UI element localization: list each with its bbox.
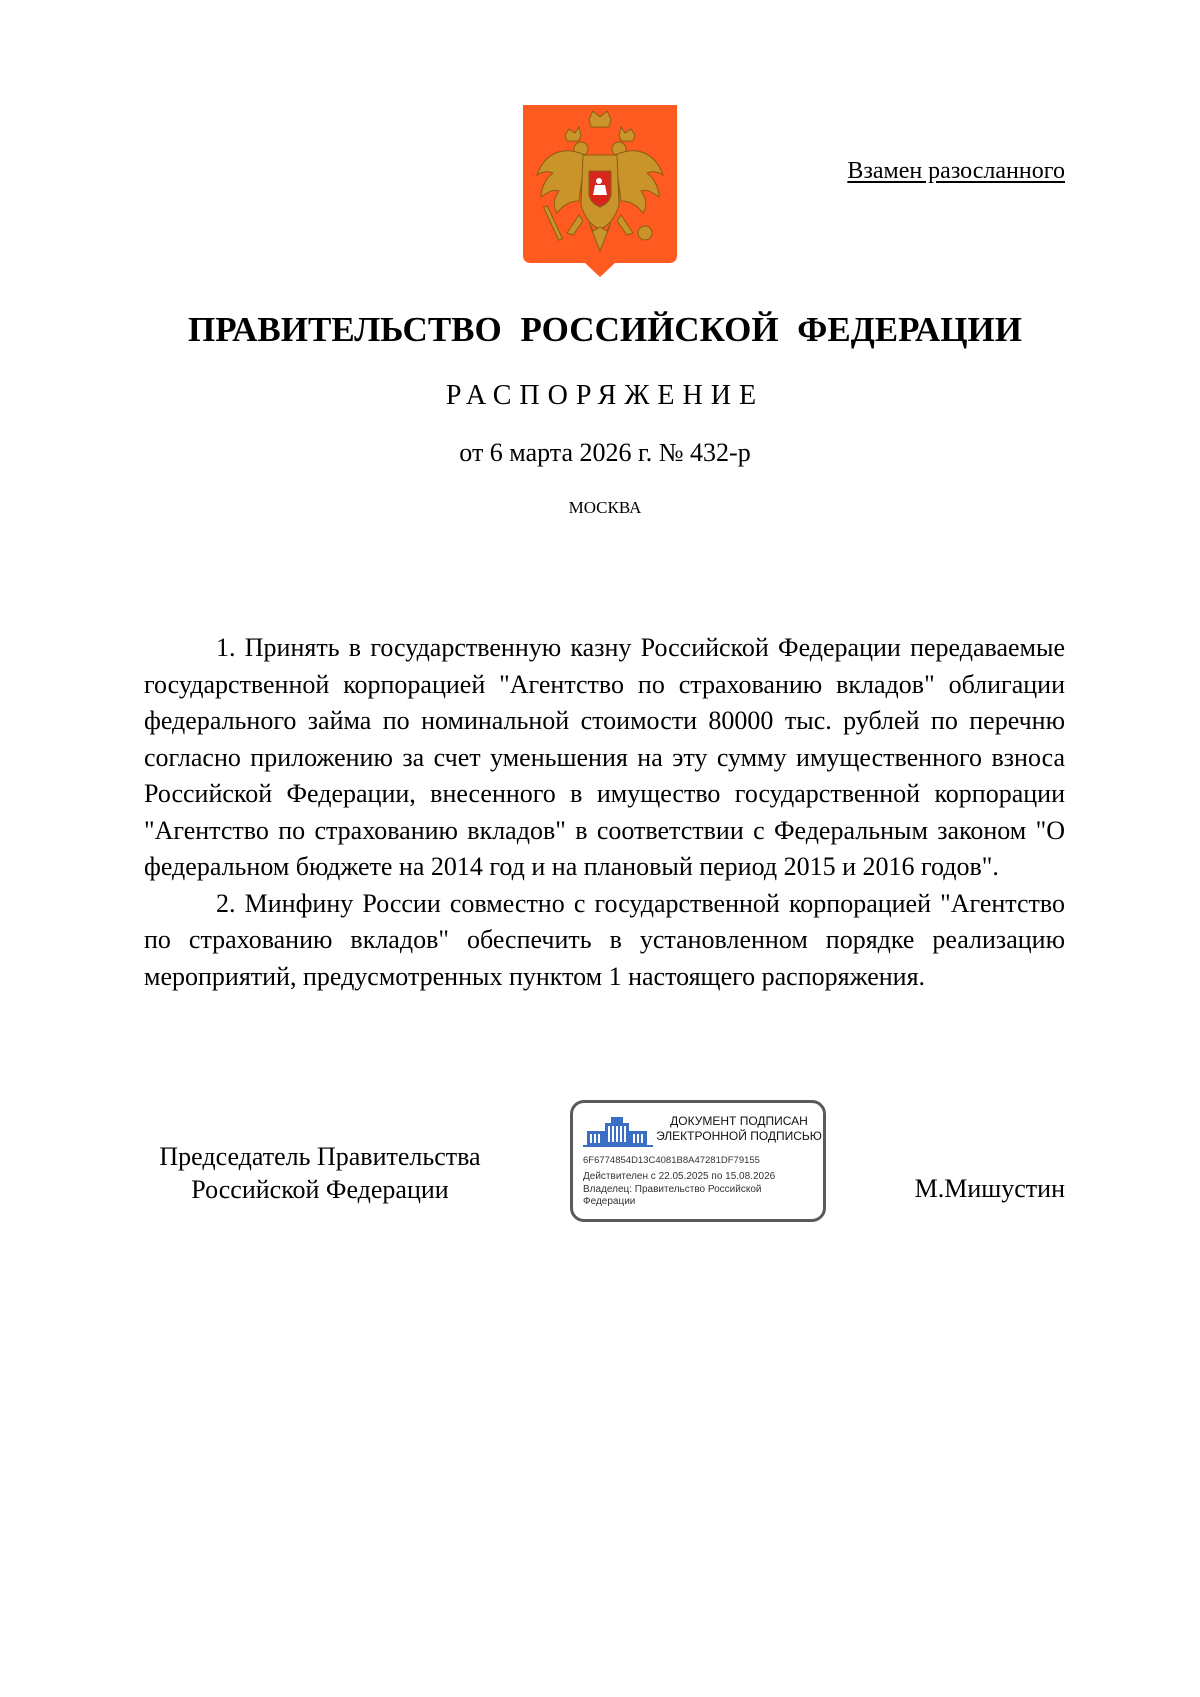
certificate-validity: Действителен с 22.05.2025 по 15.08.2026 bbox=[583, 1171, 776, 1182]
stamp-title-line-1: ДОКУМЕНТ ПОДПИСАН bbox=[670, 1114, 808, 1128]
coat-of-arms-icon bbox=[523, 105, 677, 277]
signatory-title-line-1: Председатель Правительства bbox=[159, 1142, 481, 1171]
paragraph-1: 1. Принять в государственную казну Российской Федерации передаваемые государственной корпорацией "Агентство по страхованию вкладов" облигации федерального займа по номинальной стоимости 80000 тыс. рублей по перечню согласно приложению за счет уменьшения на эту сумму имущественного взноса Российской Федерации, внесенного в имущество государственной корпорации "Агентство по страхованию вкладов" в соответствии с Федеральным законом "О федеральном бюджете на 2014 год и на плановый период 2015 и 2016 годов". bbox=[144, 633, 1065, 881]
signatory-title-line-2: Российской Федерации bbox=[191, 1175, 449, 1204]
document-type: РАСПОРЯЖЕНИЕ bbox=[445, 380, 765, 411]
document-date-number: от 6 марта 2026 г. № 432-р bbox=[459, 438, 751, 467]
city: МОСКВА bbox=[568, 498, 642, 517]
signatory-name: М.Мишустин bbox=[914, 1174, 1065, 1203]
certificate-owner: Владелец: Правительство Российской Федерации bbox=[583, 1184, 762, 1207]
stamp-title bbox=[655, 1114, 823, 1144]
certificate-number: 6F6774854D13C4081B8A47281DF79155 bbox=[583, 1155, 760, 1166]
government-title: ПРАВИТЕЛЬСТВО РОССИЙСКОЙ ФЕДЕРАЦИИ bbox=[188, 310, 1022, 349]
document-body bbox=[144, 630, 1065, 995]
electronic-signature-stamp bbox=[570, 1100, 826, 1222]
replacement-note: Взамен разосланного bbox=[847, 158, 1065, 184]
stamp-title-line-2: ЭЛЕКТРОННОЙ ПОДПИСЬЮ bbox=[656, 1129, 822, 1143]
signatory-title bbox=[140, 1140, 500, 1206]
paragraph-2: 2. Минфину России совместно с государственной корпорацией "Агентство по страхованию вкладов" обеспечить в установленном порядке реализацию мероприятий, предусмотренных пунктом 1 настоящего распоряжения. bbox=[144, 888, 1065, 991]
government-building-icon bbox=[583, 1115, 653, 1147]
